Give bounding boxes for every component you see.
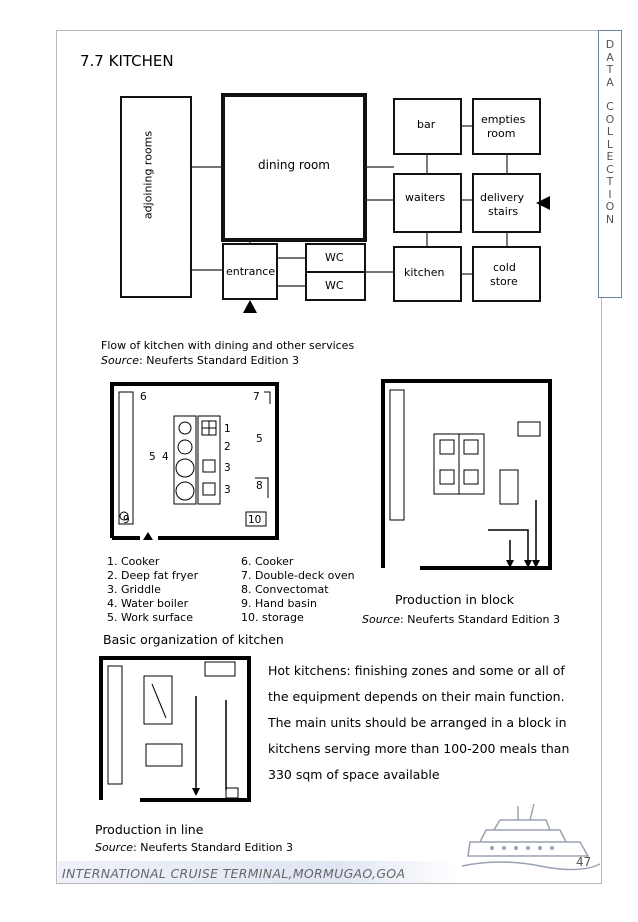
side-tab-letter: L <box>606 125 614 138</box>
plan-number: 3 <box>224 462 231 474</box>
description-paragraph: Hot kitchens: finishing zones and some or all of the equipment depends on their main function. The main units should be arranged in a block in kitchens serving more than 100-200 meals than 330 sqm of space available <box>268 663 570 782</box>
plan-number: 8 <box>256 480 263 492</box>
label-empties: empties <box>481 113 526 126</box>
block-plan-caption: Production in block <box>395 592 515 607</box>
label-kitchen: kitchen <box>404 266 445 279</box>
side-tab-letter: E <box>606 150 614 163</box>
plan-number: 2 <box>224 441 231 453</box>
list-item: 2. Deep fat fryer <box>107 569 199 582</box>
plan-number: 5 <box>256 433 263 445</box>
label-wc-2: WC <box>325 279 344 292</box>
side-tab-letter: I <box>608 187 612 201</box>
source-label: Source <box>95 841 134 854</box>
list-item: 4. Water boiler <box>107 597 189 610</box>
plan-number: 1 <box>224 423 231 435</box>
label-delivery: delivery <box>480 191 525 204</box>
side-tab-letter: L <box>606 137 614 151</box>
side-tab-letter: N <box>605 212 615 226</box>
flow-caption: Flow of kitchen with dining and other services <box>101 339 355 352</box>
side-tab-letter: T <box>606 63 614 76</box>
label-dining-room: dining room <box>258 158 330 172</box>
label-bar: bar <box>417 118 436 131</box>
side-tab-letter: A <box>606 75 614 89</box>
side-tab-letter: C <box>606 162 614 176</box>
label-waiters: waiters <box>405 191 446 204</box>
list-item: 5. Work surface <box>107 611 193 624</box>
label-adjoining-rooms: adjoining rooms <box>141 130 155 220</box>
list-item: 8. Convectomat <box>241 583 329 596</box>
footer-text: INTERNATIONAL CRUISE TERMINAL,MORMUGAO,GOA <box>62 866 406 881</box>
plan-number: 9 <box>123 514 130 526</box>
label-store: store <box>490 275 518 288</box>
plan-number: 7 <box>253 391 260 403</box>
section-title: 7.7 KITCHEN <box>80 52 174 70</box>
label-entrance: entrance <box>226 265 276 278</box>
plan-number: 5 <box>149 451 156 463</box>
list-item: 6. Cooker <box>241 555 294 568</box>
side-tab-letter: O <box>605 112 615 126</box>
label-stairs: stairs <box>488 205 519 218</box>
source-text: : Neuferts Standard Edition 3 <box>400 613 560 626</box>
side-tab-letter: C <box>606 100 614 113</box>
side-tab-letter: D <box>605 38 615 51</box>
page-number: 47 <box>576 855 592 869</box>
source-text: : Neuferts Standard Edition 3 <box>133 841 293 854</box>
label-room: room <box>487 127 516 140</box>
basic-plan-caption: Basic organization of kitchen <box>103 632 284 647</box>
plan-number: 6 <box>140 391 147 403</box>
side-tab-letter: A <box>606 50 614 64</box>
source-text: : Neuferts Standard Edition 3 <box>139 354 299 367</box>
label-wc-1: WC <box>325 251 344 264</box>
list-item: 1. Cooker <box>107 555 160 568</box>
list-item: 7. Double-deck oven <box>241 569 355 582</box>
plan-number: 10 <box>248 514 262 526</box>
line-plan-caption: Production in line <box>95 822 204 837</box>
list-item: 9. Hand basin <box>241 597 317 610</box>
side-tab-letter: O <box>605 200 615 213</box>
list-item: 3. Griddle <box>107 583 161 596</box>
label-cold: cold <box>493 261 516 274</box>
side-tab-letter: T <box>606 175 614 188</box>
plan-number: 3 <box>224 484 231 496</box>
plan-number: 4 <box>162 451 169 463</box>
source-label: Source <box>362 613 401 626</box>
list-item: 10. storage <box>241 611 304 624</box>
source-label: Source <box>101 354 140 367</box>
